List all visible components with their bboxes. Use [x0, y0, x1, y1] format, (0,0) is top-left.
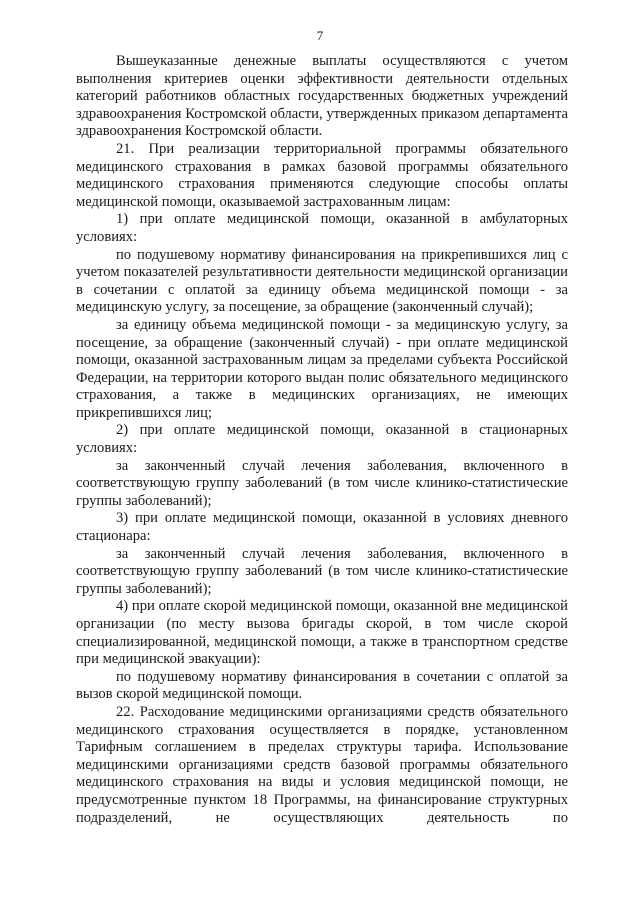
paragraph-outpatient-per-unit: за единицу объема медицинской помощи - за медицинскую услугу, за посещение, за обращение (законченный случай) - при оплате медицинской помощи, оказанной застрахованным лицам за пределами субъекта Российской Федерации, на территории которого выдан полис обязательного медицинского страхования, а также в медицинских организациях, не имеющих прикрепившихся лиц; [76, 316, 568, 421]
paragraph-day-hospital-heading: 3) при оплате медицинской помощи, оказанной в условиях дневного стационара: [76, 510, 568, 545]
page-number: 7 [316, 28, 324, 43]
paragraph-22-spending: 22. Расходование медицинскими организациями средств обязательного медицинского страхования осуществляется в порядке, установленном Тарифным соглашением в пределах структуры тарифа. Использование медицинскими организациями средств базовой программы обязательного медицинского страхования на виды и условия медицинской помощи, не предусмотренные пунктом 18 Программы, на финансирование структурных подразделений, не осуществляющих деятельность по [76, 703, 568, 826]
paragraph-inpatient-heading: 2) при оплате медицинской помощи, оказанной в стационарных условиях: [76, 422, 568, 457]
paragraph-day-hospital-completed-case: за законченный случай лечения заболевания, включенного в соответствующую группу заболеваний (в том числе клинико-статистические группы заболеваний); [76, 545, 568, 597]
paragraph-emergency-per-capita: по подушевому нормативу финансирования в сочетании с оплатой за вызов скорой медицинской помощи. [76, 668, 568, 703]
paragraph-bonus-criteria: Вышеуказанные денежные выплаты осуществляются с учетом выполнения критериев оценки эффективности деятельности отдельных категорий работников областных государственных бюджетных учреждений здравоохранения Костромской области, утвержденных приказом департамента здравоохранения Костромской области. [76, 53, 568, 140]
paragraph-outpatient-heading: 1) при оплате медицинской помощи, оказанной в амбулаторных условиях: [76, 211, 568, 245]
paragraph-outpatient-per-capita: по подушевому нормативу финансирования на прикрепившихся лиц с учетом показателей результативности деятельности медицинской организации в сочетании с оплатой за единицу объема медицинской помощи - за медицинскую услугу, за посещение, за обращение (законченный случай); [76, 246, 568, 316]
paragraph-inpatient-completed-case: за законченный случай лечения заболевания, включенного в соответствующую группу заболеваний (в том числе клинико-статистические группы заболеваний); [76, 457, 568, 509]
paragraph-emergency-heading: 4) при оплате скорой медицинской помощи, оказанной вне медицинской организации (по месту вызова бригады скорой, в том числе скорой специализированной, медицинской помощи, а также в транспортном средстве при медицинской эвакуации): [76, 598, 568, 668]
document-body [76, 53, 568, 827]
paragraph-21-payment-methods: 21. При реализации территориальной программы обязательного медицинского страхования в рамках базовой программы обязательного медицинского страхования применяются следующие способы оплаты медицинской помощи, оказываемой застрахованным лицам: [76, 140, 568, 210]
